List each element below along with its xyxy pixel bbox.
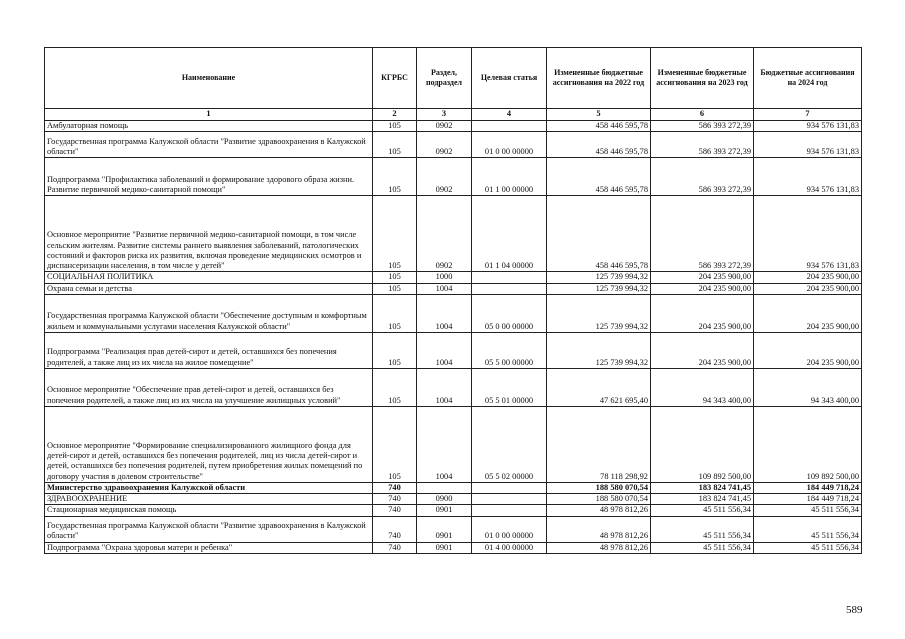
row-target: 01 0 00 00000 bbox=[472, 516, 547, 542]
row-amount-2023: 45 511 556,34 bbox=[651, 516, 754, 542]
row-amount-2024: 204 235 900,00 bbox=[754, 272, 862, 283]
row-kgrbs: 740 bbox=[373, 482, 417, 493]
column-number: 2 bbox=[373, 109, 417, 121]
page-number: 589 bbox=[846, 604, 863, 616]
row-amount-2022: 78 118 298,92 bbox=[547, 406, 651, 482]
header-2023: Измененные бюджетные ассигнования на 2023 год bbox=[651, 48, 754, 109]
row-name: Подпрограмма "Реализация прав детей-сирот и детей, оставшихся без попечения родителей, а также лиц из их числа на жилое помещение" bbox=[45, 332, 373, 368]
row-section: 1004 bbox=[417, 294, 472, 332]
row-amount-2022: 125 739 994,32 bbox=[547, 332, 651, 368]
row-amount-2022: 125 739 994,32 bbox=[547, 272, 651, 283]
table-row bbox=[45, 482, 862, 493]
row-kgrbs: 105 bbox=[373, 132, 417, 158]
row-amount-2024: 934 576 131,83 bbox=[754, 121, 862, 132]
row-section: 0902 bbox=[417, 158, 472, 196]
row-amount-2024: 934 576 131,83 bbox=[754, 158, 862, 196]
row-section bbox=[417, 482, 472, 493]
row-amount-2022: 458 446 595,78 bbox=[547, 158, 651, 196]
row-name: Министерство здравоохранения Калужской области bbox=[45, 482, 373, 493]
column-number: 6 bbox=[651, 109, 754, 121]
row-kgrbs: 105 bbox=[373, 294, 417, 332]
row-target bbox=[472, 121, 547, 132]
row-kgrbs: 105 bbox=[373, 158, 417, 196]
row-amount-2023: 586 393 272,39 bbox=[651, 158, 754, 196]
column-number: 3 bbox=[417, 109, 472, 121]
row-name: Подпрограмма "Охрана здоровья матери и ребенка" bbox=[45, 542, 373, 553]
row-name: Основное мероприятие "Развитие первичной медико-санитарной помощи, в том числе сельским жителям. Развитие системы раннего выявления заболеваний, патологических состояний и факторов риска их развития, включая проведение медицинских осмотров и диспансеризации населения, в том числе у детей" bbox=[45, 196, 373, 272]
table-row bbox=[45, 294, 862, 332]
row-amount-2023: 183 824 741,45 bbox=[651, 494, 754, 505]
row-section: 0902 bbox=[417, 196, 472, 272]
header-section: Раздел, подраздел bbox=[417, 48, 472, 109]
table-row bbox=[45, 505, 862, 516]
row-amount-2023: 204 235 900,00 bbox=[651, 283, 754, 294]
row-target: 05 5 02 00000 bbox=[472, 406, 547, 482]
row-name: Основное мероприятие "Обеспечение прав детей-сирот и детей, оставшихся без попечения родителей, а также лиц из их числа на улучшение жилищных условий" bbox=[45, 368, 373, 406]
row-amount-2024: 934 576 131,83 bbox=[754, 132, 862, 158]
row-kgrbs: 105 bbox=[373, 368, 417, 406]
row-section: 1004 bbox=[417, 283, 472, 294]
header-2022: Измененные бюджетные ассигнования на 2022 год bbox=[547, 48, 651, 109]
header-2024: Бюджетные ассигнования на 2024 год bbox=[754, 48, 862, 109]
row-section: 0902 bbox=[417, 132, 472, 158]
row-section: 0901 bbox=[417, 505, 472, 516]
row-kgrbs: 105 bbox=[373, 406, 417, 482]
header-target: Целевая статья bbox=[472, 48, 547, 109]
row-section: 0902 bbox=[417, 121, 472, 132]
row-amount-2023: 204 235 900,00 bbox=[651, 332, 754, 368]
row-section: 0901 bbox=[417, 516, 472, 542]
row-amount-2023: 45 511 556,34 bbox=[651, 505, 754, 516]
header-row bbox=[45, 48, 862, 109]
row-amount-2023: 586 393 272,39 bbox=[651, 132, 754, 158]
row-amount-2024: 184 449 718,24 bbox=[754, 494, 862, 505]
row-target: 01 4 00 00000 bbox=[472, 542, 547, 553]
row-name: Основное мероприятие "Формирование специализированного жилищного фонда для детей-сирот и детей, оставшихся без попечения родителей, лиц из числа детей-сирот и детей, оставшихся без попечения родителей, путем приобретения жилых помещений по договору участия в долевом строительстве" bbox=[45, 406, 373, 482]
row-target: 05 5 00 00000 bbox=[472, 332, 547, 368]
column-number: 5 bbox=[547, 109, 651, 121]
row-kgrbs: 740 bbox=[373, 494, 417, 505]
row-amount-2022: 458 446 595,78 bbox=[547, 196, 651, 272]
row-amount-2022: 458 446 595,78 bbox=[547, 121, 651, 132]
row-amount-2023: 45 511 556,34 bbox=[651, 542, 754, 553]
table-row bbox=[45, 332, 862, 368]
table-row bbox=[45, 121, 862, 132]
row-section: 0901 bbox=[417, 542, 472, 553]
row-kgrbs: 105 bbox=[373, 332, 417, 368]
header-kgrbs: КГРБС bbox=[373, 48, 417, 109]
row-name: Стационарная медицинская помощь bbox=[45, 505, 373, 516]
row-amount-2023: 109 892 500,00 bbox=[651, 406, 754, 482]
row-amount-2024: 94 343 400,00 bbox=[754, 368, 862, 406]
row-section: 1004 bbox=[417, 332, 472, 368]
row-amount-2024: 184 449 718,24 bbox=[754, 482, 862, 493]
row-amount-2023: 204 235 900,00 bbox=[651, 294, 754, 332]
table-row bbox=[45, 516, 862, 542]
row-amount-2023: 586 393 272,39 bbox=[651, 196, 754, 272]
column-number: 7 bbox=[754, 109, 862, 121]
row-kgrbs: 105 bbox=[373, 121, 417, 132]
row-amount-2022: 188 580 070,54 bbox=[547, 494, 651, 505]
column-number-row bbox=[45, 109, 862, 121]
row-target bbox=[472, 494, 547, 505]
row-amount-2024: 934 576 131,83 bbox=[754, 196, 862, 272]
row-name: Государственная программа Калужской области "Обеспечение доступным и комфортным жильем и коммунальными услугами населения Калужской области" bbox=[45, 294, 373, 332]
table-row bbox=[45, 406, 862, 482]
row-name: ЗДРАВООХРАНЕНИЕ bbox=[45, 494, 373, 505]
row-section: 0900 bbox=[417, 494, 472, 505]
row-amount-2022: 48 978 812,26 bbox=[547, 505, 651, 516]
row-amount-2022: 125 739 994,32 bbox=[547, 294, 651, 332]
table-row bbox=[45, 283, 862, 294]
row-target: 05 0 00 00000 bbox=[472, 294, 547, 332]
table-row bbox=[45, 196, 862, 272]
row-amount-2024: 204 235 900,00 bbox=[754, 294, 862, 332]
row-target bbox=[472, 482, 547, 493]
row-section: 1004 bbox=[417, 368, 472, 406]
row-name: Государственная программа Калужской области "Развитие здравоохранения в Калужской области" bbox=[45, 132, 373, 158]
row-kgrbs: 105 bbox=[373, 272, 417, 283]
row-amount-2022: 458 446 595,78 bbox=[547, 132, 651, 158]
row-amount-2023: 183 824 741,45 bbox=[651, 482, 754, 493]
row-name: Подпрограмма "Профилактика заболеваний и формирование здорового образа жизни. Развитие первичной медико-санитарной помощи" bbox=[45, 158, 373, 196]
row-kgrbs: 105 bbox=[373, 283, 417, 294]
row-name: Охрана семьи и детства bbox=[45, 283, 373, 294]
table-row bbox=[45, 368, 862, 406]
column-number: 1 bbox=[45, 109, 373, 121]
row-amount-2022: 48 978 812,26 bbox=[547, 516, 651, 542]
row-amount-2023: 586 393 272,39 bbox=[651, 121, 754, 132]
row-amount-2024: 45 511 556,34 bbox=[754, 542, 862, 553]
row-section: 1000 bbox=[417, 272, 472, 283]
row-name: СОЦИАЛЬНАЯ ПОЛИТИКА bbox=[45, 272, 373, 283]
table-row bbox=[45, 494, 862, 505]
row-target: 01 1 04 00000 bbox=[472, 196, 547, 272]
row-kgrbs: 740 bbox=[373, 542, 417, 553]
budget-table bbox=[44, 47, 862, 554]
row-target bbox=[472, 283, 547, 294]
row-amount-2024: 204 235 900,00 bbox=[754, 332, 862, 368]
row-kgrbs: 740 bbox=[373, 505, 417, 516]
row-kgrbs: 740 bbox=[373, 516, 417, 542]
row-target: 05 5 01 00000 bbox=[472, 368, 547, 406]
table-row bbox=[45, 158, 862, 196]
row-target bbox=[472, 505, 547, 516]
row-amount-2022: 188 580 070,54 bbox=[547, 482, 651, 493]
row-target bbox=[472, 272, 547, 283]
row-amount-2024: 45 511 556,34 bbox=[754, 505, 862, 516]
row-section: 1004 bbox=[417, 406, 472, 482]
table-row bbox=[45, 272, 862, 283]
row-amount-2023: 94 343 400,00 bbox=[651, 368, 754, 406]
row-target: 01 0 00 00000 bbox=[472, 132, 547, 158]
row-amount-2022: 47 621 695,40 bbox=[547, 368, 651, 406]
row-amount-2023: 204 235 900,00 bbox=[651, 272, 754, 283]
row-name: Государственная программа Калужской области "Развитие здравоохранения в Калужской области" bbox=[45, 516, 373, 542]
row-amount-2024: 45 511 556,34 bbox=[754, 516, 862, 542]
table-row bbox=[45, 132, 862, 158]
row-amount-2024: 109 892 500,00 bbox=[754, 406, 862, 482]
row-target: 01 1 00 00000 bbox=[472, 158, 547, 196]
table-row bbox=[45, 542, 862, 553]
row-name: Амбулаторная помощь bbox=[45, 121, 373, 132]
row-amount-2022: 125 739 994,32 bbox=[547, 283, 651, 294]
header-name: Наименование bbox=[45, 48, 373, 109]
column-number: 4 bbox=[472, 109, 547, 121]
row-kgrbs: 105 bbox=[373, 196, 417, 272]
table-body bbox=[45, 121, 862, 554]
row-amount-2022: 48 978 812,26 bbox=[547, 542, 651, 553]
row-amount-2024: 204 235 900,00 bbox=[754, 283, 862, 294]
